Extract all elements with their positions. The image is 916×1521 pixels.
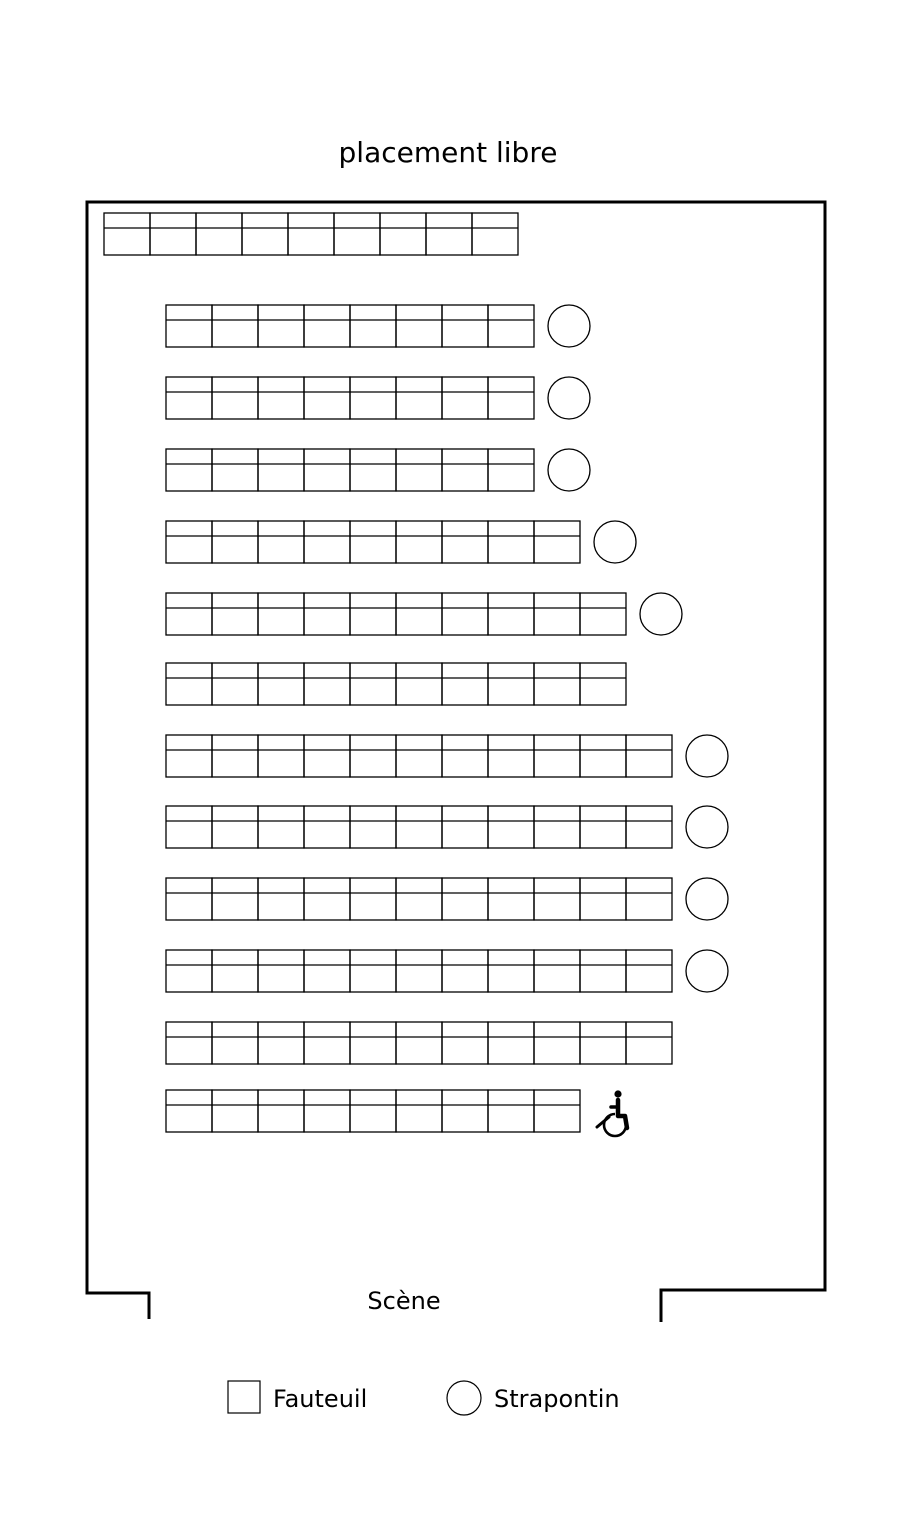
seat[interactable]	[488, 449, 534, 491]
seat[interactable]	[350, 521, 396, 563]
folding-seat[interactable]	[640, 593, 682, 635]
seat[interactable]	[472, 213, 518, 255]
seat[interactable]	[350, 878, 396, 920]
seat[interactable]	[350, 593, 396, 635]
seat[interactable]	[258, 593, 304, 635]
folding-seat[interactable]	[548, 305, 590, 347]
seat-row	[166, 878, 728, 920]
seat[interactable]	[212, 449, 258, 491]
folding-seat[interactable]	[686, 735, 728, 777]
seat[interactable]	[212, 305, 258, 347]
seat[interactable]	[350, 735, 396, 777]
seat[interactable]	[442, 593, 488, 635]
seat[interactable]	[380, 213, 426, 255]
seat[interactable]	[258, 806, 304, 848]
seat[interactable]	[258, 521, 304, 563]
seat[interactable]	[396, 305, 442, 347]
seat-row	[166, 950, 728, 992]
seat[interactable]	[442, 521, 488, 563]
seat-rows	[104, 213, 728, 1136]
wheelchair-icon	[597, 1090, 627, 1136]
legend	[228, 1381, 620, 1415]
seat[interactable]	[258, 735, 304, 777]
folding-seat[interactable]	[548, 377, 590, 419]
seat[interactable]	[488, 305, 534, 347]
seat[interactable]	[350, 1022, 396, 1064]
seat[interactable]	[150, 213, 196, 255]
seat[interactable]	[104, 213, 150, 255]
seat[interactable]	[396, 663, 442, 705]
seat[interactable]	[626, 878, 672, 920]
seat[interactable]	[350, 449, 396, 491]
seat-row	[166, 1022, 672, 1064]
seat[interactable]	[166, 878, 212, 920]
seat[interactable]	[396, 950, 442, 992]
seat[interactable]	[488, 663, 534, 705]
seat[interactable]	[396, 377, 442, 419]
seat[interactable]	[166, 1090, 212, 1132]
room-outline	[87, 202, 825, 1322]
seat[interactable]	[442, 735, 488, 777]
folding-seat[interactable]	[594, 521, 636, 563]
seat[interactable]	[166, 950, 212, 992]
seat[interactable]	[304, 735, 350, 777]
seat[interactable]	[304, 449, 350, 491]
seat[interactable]	[350, 663, 396, 705]
seat[interactable]	[626, 806, 672, 848]
seat[interactable]	[396, 1022, 442, 1064]
seat[interactable]	[534, 593, 580, 635]
seat[interactable]	[304, 806, 350, 848]
seat[interactable]	[304, 305, 350, 347]
seat[interactable]	[426, 213, 472, 255]
seat[interactable]	[258, 1022, 304, 1064]
seat[interactable]	[258, 878, 304, 920]
seat[interactable]	[258, 305, 304, 347]
stage-label: Scène	[367, 1287, 441, 1315]
seat[interactable]	[212, 735, 258, 777]
seat[interactable]	[166, 806, 212, 848]
seat[interactable]	[442, 663, 488, 705]
seat[interactable]	[350, 1090, 396, 1132]
seat[interactable]	[534, 1090, 580, 1132]
legend-seat-label: Fauteuil	[273, 1385, 368, 1413]
seat[interactable]	[442, 878, 488, 920]
seat[interactable]	[166, 377, 212, 419]
seat[interactable]	[580, 663, 626, 705]
seat[interactable]	[442, 449, 488, 491]
seat[interactable]	[166, 305, 212, 347]
seat[interactable]	[212, 593, 258, 635]
seat-row	[166, 305, 590, 347]
seat[interactable]	[534, 878, 580, 920]
seat[interactable]	[304, 1090, 350, 1132]
seat[interactable]	[212, 663, 258, 705]
seat[interactable]	[196, 213, 242, 255]
seat[interactable]	[626, 735, 672, 777]
seat[interactable]	[580, 735, 626, 777]
seat[interactable]	[396, 593, 442, 635]
seat[interactable]	[212, 521, 258, 563]
seat[interactable]	[442, 377, 488, 419]
seat[interactable]	[304, 521, 350, 563]
seat[interactable]	[488, 735, 534, 777]
seat[interactable]	[488, 377, 534, 419]
seat[interactable]	[580, 806, 626, 848]
seat[interactable]	[304, 663, 350, 705]
seat[interactable]	[166, 735, 212, 777]
seat-row	[166, 593, 682, 635]
seat[interactable]	[166, 1022, 212, 1064]
legend-seat-swatch	[228, 1381, 260, 1413]
seat[interactable]	[258, 950, 304, 992]
seat[interactable]	[626, 950, 672, 992]
seat[interactable]	[350, 806, 396, 848]
seat[interactable]	[258, 377, 304, 419]
seat[interactable]	[626, 1022, 672, 1064]
seat-row	[166, 449, 590, 491]
seat[interactable]	[442, 1090, 488, 1132]
seat[interactable]	[534, 663, 580, 705]
seat[interactable]	[166, 521, 212, 563]
seat[interactable]	[304, 878, 350, 920]
seat[interactable]	[534, 806, 580, 848]
seat[interactable]	[350, 377, 396, 419]
seat[interactable]	[442, 305, 488, 347]
seat[interactable]	[488, 1090, 534, 1132]
seat[interactable]	[534, 735, 580, 777]
seat[interactable]	[442, 950, 488, 992]
seat[interactable]	[166, 663, 212, 705]
seat[interactable]	[304, 1022, 350, 1064]
seat[interactable]	[212, 1090, 258, 1132]
seat-row	[166, 735, 728, 777]
folding-seat[interactable]	[686, 878, 728, 920]
seat[interactable]	[488, 878, 534, 920]
seat[interactable]	[212, 950, 258, 992]
seat[interactable]	[258, 663, 304, 705]
seat[interactable]	[488, 521, 534, 563]
seat-row	[166, 1090, 627, 1136]
seat[interactable]	[166, 449, 212, 491]
folding-seat[interactable]	[548, 449, 590, 491]
seat[interactable]	[534, 1022, 580, 1064]
seat[interactable]	[304, 950, 350, 992]
seat[interactable]	[580, 950, 626, 992]
seat[interactable]	[258, 1090, 304, 1132]
seat-row	[166, 521, 636, 563]
seat[interactable]	[488, 593, 534, 635]
seat-row	[166, 663, 626, 705]
seat[interactable]	[258, 449, 304, 491]
seat[interactable]	[350, 305, 396, 347]
seat[interactable]	[580, 1022, 626, 1064]
seat[interactable]	[350, 950, 396, 992]
seat[interactable]	[304, 377, 350, 419]
seat[interactable]	[534, 950, 580, 992]
seat[interactable]	[396, 806, 442, 848]
seat[interactable]	[396, 521, 442, 563]
folding-seat[interactable]	[686, 806, 728, 848]
folding-seat[interactable]	[686, 950, 728, 992]
seat[interactable]	[166, 593, 212, 635]
seat[interactable]	[488, 806, 534, 848]
seat[interactable]	[396, 735, 442, 777]
seat-row	[166, 806, 728, 848]
seat[interactable]	[304, 593, 350, 635]
seat[interactable]	[288, 213, 334, 255]
seat-row	[166, 377, 590, 419]
seat[interactable]	[212, 377, 258, 419]
seat[interactable]	[580, 593, 626, 635]
seat[interactable]	[580, 878, 626, 920]
seat[interactable]	[442, 1022, 488, 1064]
seat[interactable]	[212, 806, 258, 848]
seat[interactable]	[242, 213, 288, 255]
legend-folding-seat-label: Strapontin	[494, 1385, 620, 1413]
seat[interactable]	[396, 1090, 442, 1132]
seat[interactable]	[442, 806, 488, 848]
seat[interactable]	[334, 213, 380, 255]
seat[interactable]	[534, 521, 580, 563]
seat[interactable]	[396, 878, 442, 920]
legend-folding-seat-swatch	[447, 1381, 481, 1415]
seat[interactable]	[212, 1022, 258, 1064]
seat[interactable]	[488, 950, 534, 992]
seat[interactable]	[488, 1022, 534, 1064]
page-title: placement libre	[338, 136, 558, 169]
seat[interactable]	[212, 878, 258, 920]
seat-row	[104, 213, 518, 255]
seat[interactable]	[396, 449, 442, 491]
